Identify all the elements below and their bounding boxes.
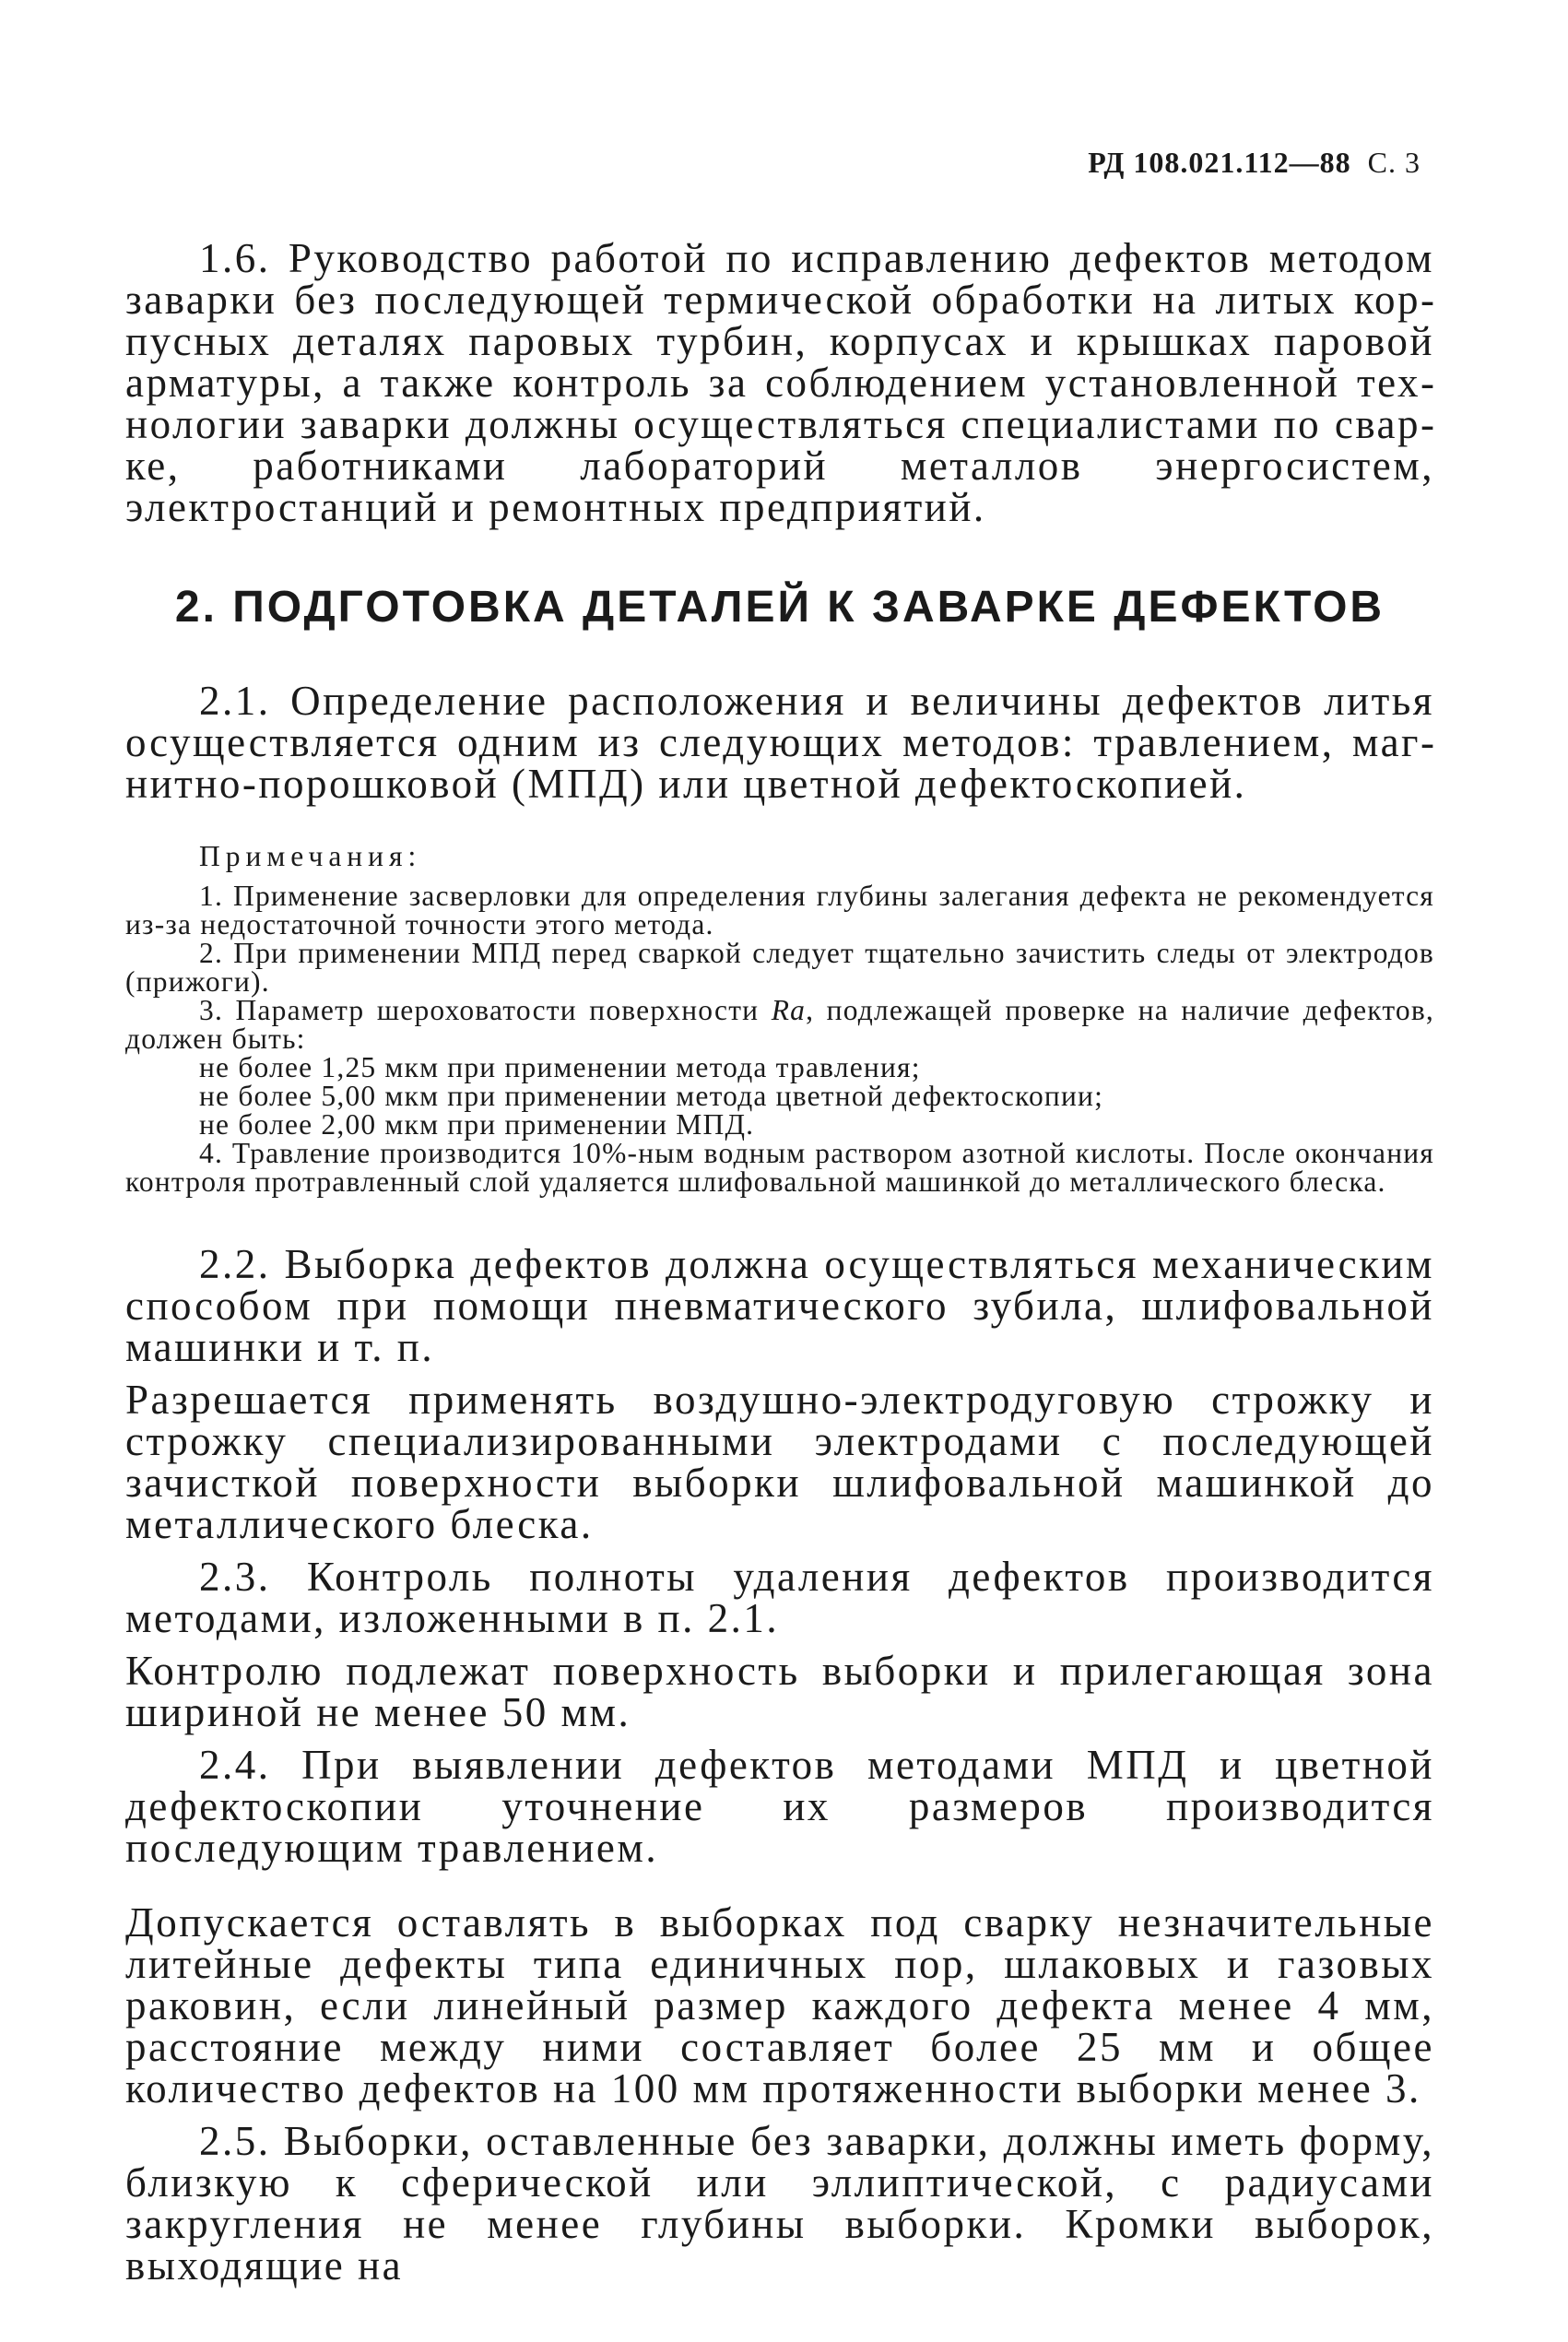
note-3 xyxy=(125,996,1434,1053)
section-2-title: 2. ПОДГОТОВКА ДЕТАЛЕЙ К ЗАВАРКЕ ДЕФЕКТОВ xyxy=(174,583,1385,632)
paragraph-2-4-b: Допускается оставлять в выборках под сварку незначительные литейные дефекты типа единичных пор, шлаковых и газовых раковин, если линейный размер каждого дефекта менее 4 мм, расстояние между ними составляет более 25 мм и общее количество дефектов на 100 мм протяженности выборки менее 3. xyxy=(125,1899,1434,2111)
note-4: 4. Травление производится 10%-ным водным раствором азотной кислоты. После окончания контроля протравленный слой удаляется шлифовальной машинкой до металлического блеска. xyxy=(125,1137,1434,1198)
paragraph-2-3-b: Контролю подлежат поверхность выборки и прилегающая зона шириной не менее 50 мм. xyxy=(125,1648,1434,1735)
note-1: 1. Применение засверловки для определения глубины залегания дефекта не рекомендуется из-за недостаточной точности этого метода. xyxy=(125,880,1434,940)
document-code: РД 108.021.112—88 xyxy=(1088,146,1351,179)
page-header xyxy=(1088,146,1421,180)
paragraph-1-6: 1.6. Руководство работой по исправлению дефектов методом заварки без последующей термической обработки на литых корпусных деталях паровых турбин, корпусах и крышках паровой арматуры, а также контроль за соблюдением установленной технологии заварки должны осуществляться специалистами по сварке, работниками лабораторий металлов энергосистем, электростанций и ремонтных предприятий. xyxy=(125,235,1434,530)
note-3-line-2: не более 5,00 мкм при применении метода цветной дефектоскопии; xyxy=(199,1080,1104,1112)
paragraph-2-5: 2.5. Выборки, оставленные без заварки, должны иметь форму, близкую к сферической или эллиптической, с радиусами закругления не менее глубины выборки. Кромки выборок, выходящие на xyxy=(125,2118,1434,2289)
notes-block xyxy=(125,842,1434,1196)
note-3-line-3: не более 2,00 мкм при применении МПД. xyxy=(199,1108,755,1141)
note-3-ra: Ra xyxy=(771,994,807,1026)
notes-title: Примечания: xyxy=(199,840,422,872)
note-3-text-b: , подлежащей проверке на наличие дефектов, должен быть: xyxy=(125,994,1434,1055)
paragraph-2-2-b: Разрешается применять воздушно-электродуговую строжку и строжку специализированными электродами с последующей зачисткой поверхности выборки шлифовальной машинкой до металлического блеска. xyxy=(125,1377,1434,1547)
note-2: 2. При применении МПД перед сваркой следует тщательно зачистить следы от электродов (прижоги). xyxy=(125,937,1434,998)
paragraph-2-2: 2.2. Выборка дефектов должна осуществляться механическим способом при помощи пневматического зубила, шлифовальной машинки и т. п. xyxy=(125,1241,1434,1370)
paragraph-2-1: 2.1. Определение расположения и величины дефектов литья осуществляется одним из следующих методов: травлением, магнитно-порошковой (МПД) или цветной дефектоскопией. xyxy=(125,678,1434,807)
paragraph-2-4: 2.4. При выявлении дефектов методами МПД и цветной дефектоскопии уточнение их размеров производится последующим травлением. xyxy=(125,1742,1434,1871)
document-body xyxy=(125,235,1434,2289)
note-3-text-a: 3. Параметр шероховатости поверхности xyxy=(199,994,760,1026)
page-number: С. 3 xyxy=(1367,146,1421,179)
paragraph-2-3: 2.3. Контроль полноты удаления дефектов производится методами, изложенными в п. 2.1. xyxy=(125,1554,1434,1641)
note-3-line-1: не более 1,25 мкм при применении метода травления; xyxy=(199,1051,921,1083)
